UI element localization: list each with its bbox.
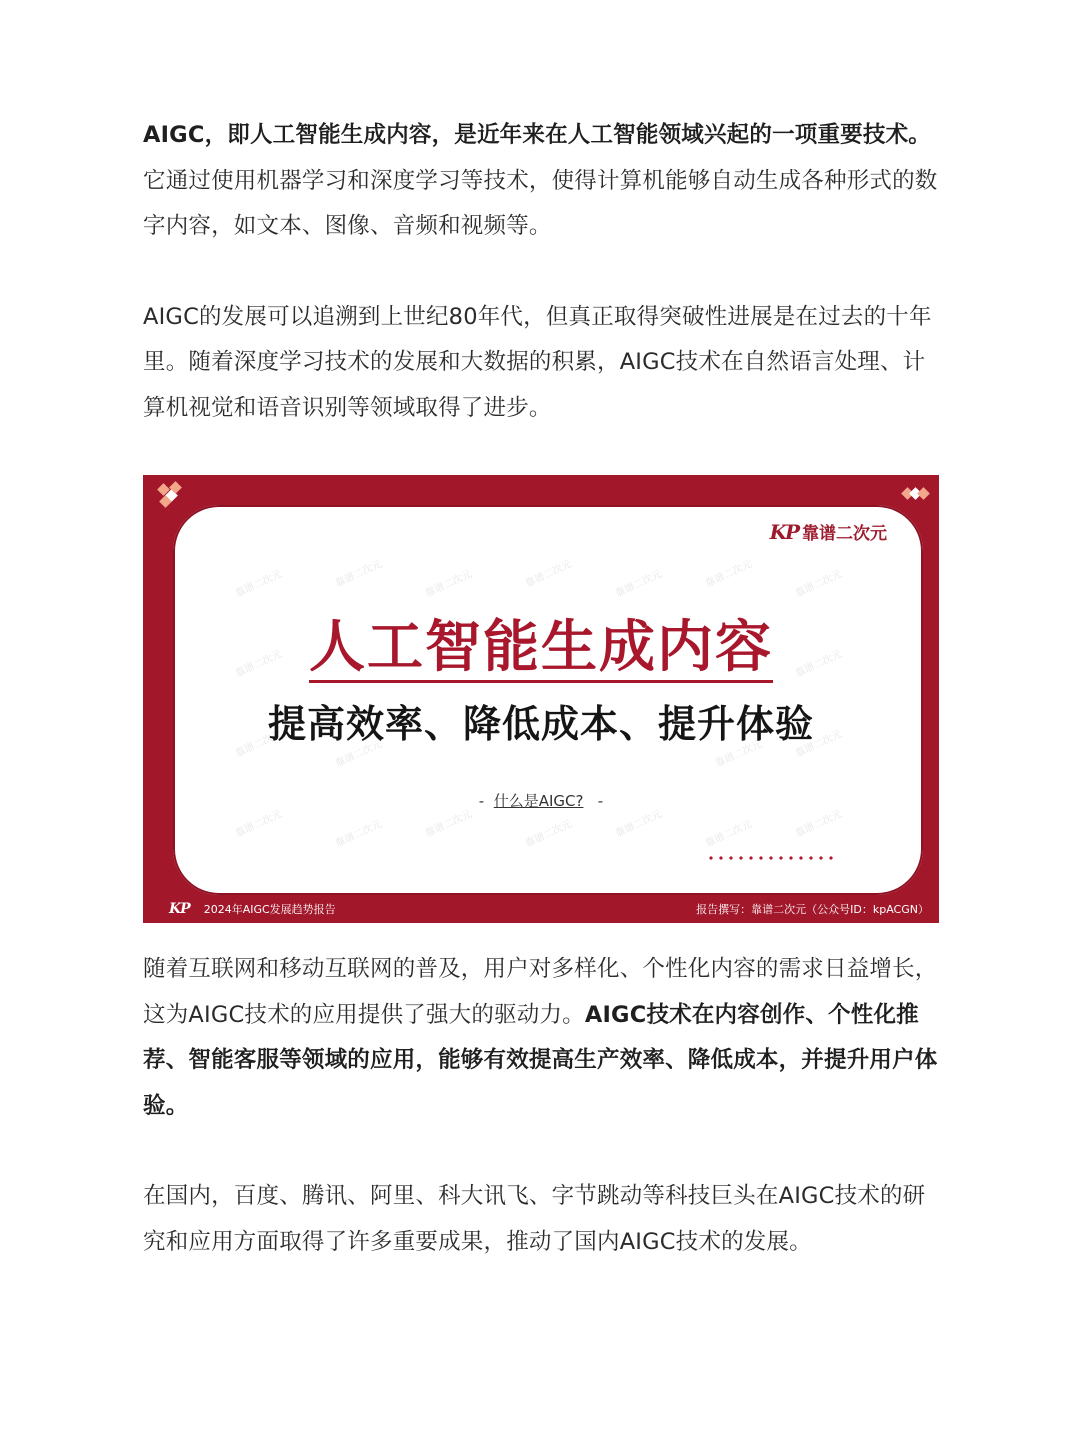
watermark-text: 靠谱二次元 [703, 818, 754, 850]
diamond-decor-icon [155, 483, 185, 509]
watermark-text: 靠谱二次元 [333, 558, 384, 590]
watermark-text: 靠谱二次元 [793, 568, 844, 600]
question-dash-right: - [597, 792, 604, 810]
article-body [143, 113, 939, 1265]
watermark-text: 靠谱二次元 [233, 808, 284, 840]
banner-image [143, 475, 939, 923]
watermark-text: 靠谱二次元 [523, 818, 574, 850]
watermark-text: 靠谱二次元 [793, 728, 844, 760]
watermark-text: 靠谱二次元 [613, 568, 664, 600]
watermark-text: 靠谱二次元 [333, 738, 384, 770]
watermark-text: 靠谱二次元 [793, 808, 844, 840]
watermark-text: 靠谱二次元 [233, 728, 284, 760]
intro-rest: 它通过使用机器学习和深度学习等技术，使得计算机能够自动生成各种形式的数字内容，如文本、图像、音频和视频等。 [143, 167, 938, 239]
watermark-text: 靠谱二次元 [423, 808, 474, 840]
question-text: 什么是AIGC? [493, 792, 584, 810]
watermark-text: 靠谱二次元 [233, 568, 284, 600]
paragraph-intro [143, 113, 939, 250]
drivers-plain: 随着互联网和移动互联网的普及，用户对多样化、个性化内容的需求日益增长，这为AIGC技术的应用提供了强大的驱动力。 [143, 956, 938, 1028]
watermark-text: 靠谱二次元 [703, 558, 754, 590]
drivers-bold: AIGC技术在内容创作、个性化推荐、智能客服等领域的应用，能够有效提高生产效率、降低成本，并提升用户体验。 [143, 1001, 938, 1119]
banner-title-text: 人工智能生成内容 [309, 615, 773, 683]
banner-subtitle: 提高效率、降低成本、提升体验 [267, 702, 814, 746]
paragraph-domestic: 在国内，百度、腾讯、阿里、科大讯飞、字节跳动等科技巨头在AIGC技术的研究和应用方面取得了许多重要成果，推动了国内AIGC技术的发展。 [143, 1183, 926, 1255]
logo-mark-icon: KP [769, 519, 798, 544]
footer-logo-icon: KP [169, 901, 190, 917]
intro-bold-sentence: AIGC，即人工智能生成内容，是近年来在人工智能领域兴起的一项重要技术。 [143, 122, 931, 148]
watermark-text: 靠谱二次元 [613, 808, 664, 840]
banner-question [143, 790, 939, 811]
watermark-text: 靠谱二次元 [423, 568, 474, 600]
watermark-text: 靠谱二次元 [793, 648, 844, 680]
logo-text: 靠谱二次元 [802, 524, 887, 544]
paragraph-drivers [143, 947, 939, 1129]
banner-title [143, 603, 939, 683]
watermark-text: 靠谱二次元 [713, 738, 764, 770]
question-dash-left: - [478, 792, 485, 810]
dotted-divider [706, 855, 836, 861]
banner-footer-left [169, 901, 336, 917]
watermark-text: 靠谱二次元 [523, 558, 574, 590]
brand-logo [770, 519, 887, 544]
banner-footer-right: 报告撰写：靠谱二次元（公众号ID：kpACGN） [696, 903, 929, 916]
watermark-text: 靠谱二次元 [233, 648, 284, 680]
watermark-text: 靠谱二次元 [333, 818, 384, 850]
report-title: 2024年AIGC发展趋势报告 [203, 903, 336, 916]
paragraph-history: AIGC的发展可以追溯到上世纪80年代，但真正取得突破性进展是在过去的十年里。随着深度学习技术的发展和大数据的积累，AIGC技术在自然语言处理、计算机视觉和语音识别等领域取得了进步。 [143, 303, 932, 421]
diamond-decor-icon [901, 483, 931, 509]
